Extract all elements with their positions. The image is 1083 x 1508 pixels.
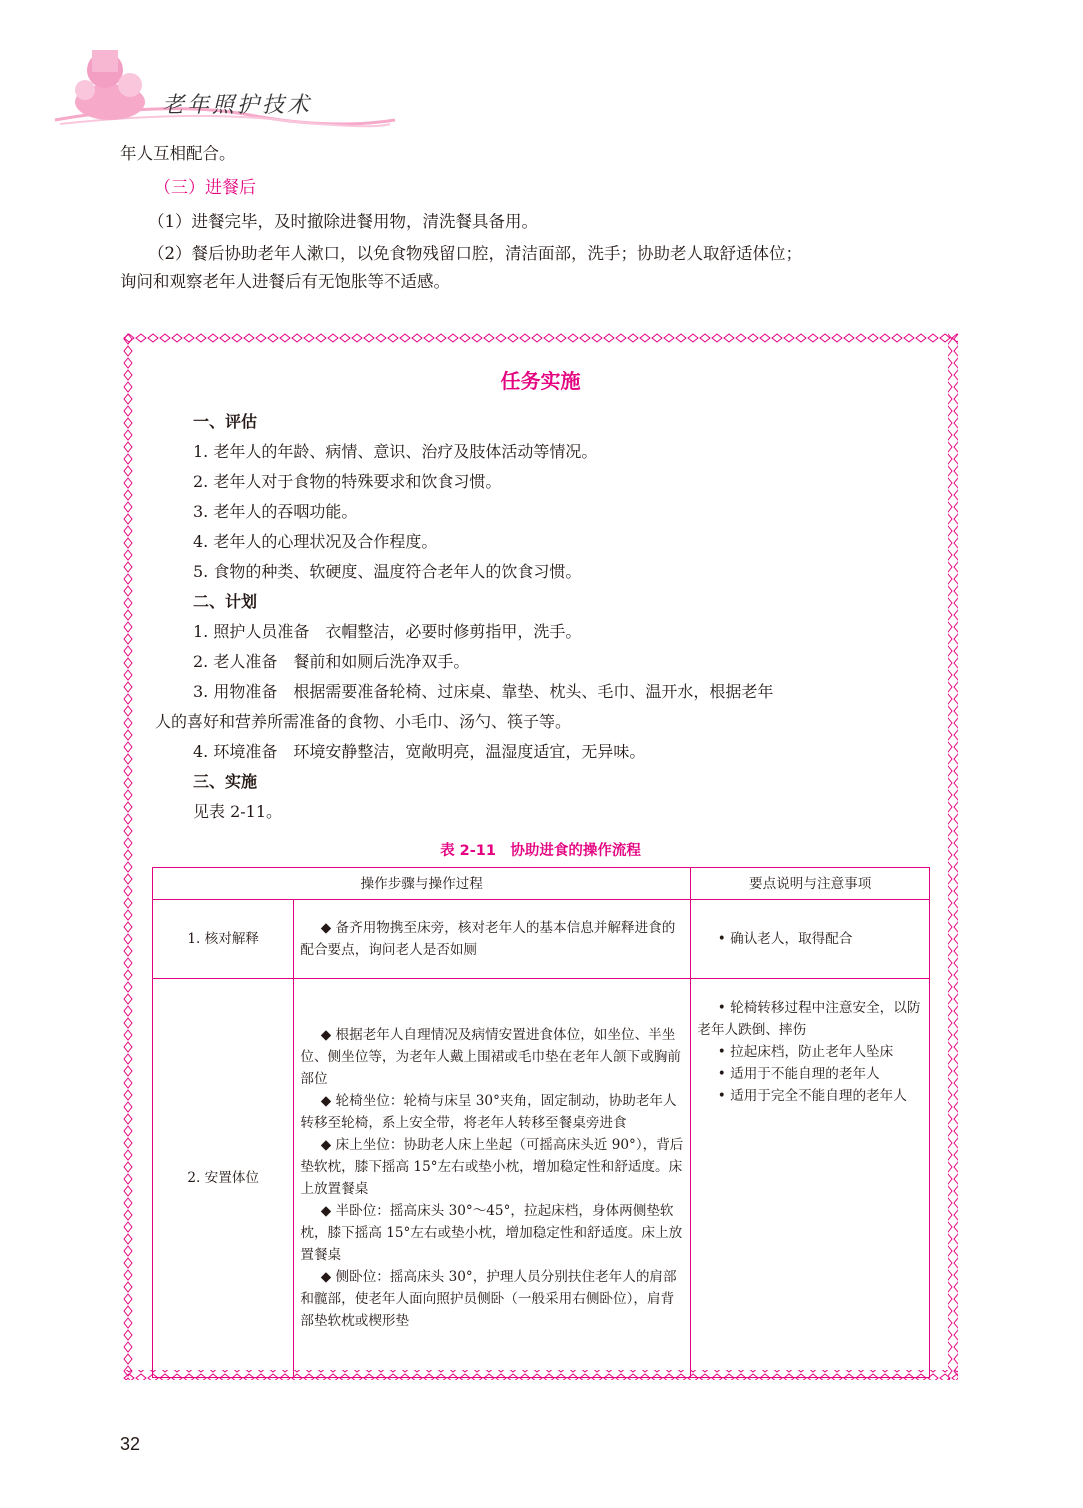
page-header (50, 40, 410, 130)
step-cell: 2. 安置体位 (153, 979, 294, 1378)
plan-line: 4. 环境准备 环境安静整洁，宽敞明亮，温湿度适宜，无异味。 (193, 742, 646, 761)
plan-line: 3. 用物准备 根据需要准备轮椅、过床桌、靠垫、枕头、毛巾、温开水，根据老年 (193, 682, 774, 701)
process-cell (294, 979, 691, 1378)
table-row (153, 900, 930, 979)
item-2-line-1: （2）餐后协助老年人漱口，以免食物残留口腔，清洁面部，洗手；协助老人取舒适体位； (148, 244, 802, 263)
procedure-table (152, 867, 930, 1378)
header-title: 老年照护技术 (162, 93, 313, 118)
assessment-line: 5. 食物的种类、软硬度、温度符合老年人的饮食习惯。 (193, 562, 582, 581)
notes-cell (691, 979, 930, 1378)
assessment-line: 1. 老年人的年龄、病情、意识、治疗及肢体活动等情况。 (193, 442, 598, 461)
continued-line: 年人互相配合。 (120, 144, 236, 163)
step-cell: 1. 核对解释 (153, 900, 294, 979)
assessment-line: 2. 老年人对于食物的特殊要求和饮食习惯。 (193, 472, 502, 491)
note-text: • 拉起床档，防止老年人坠床 (717, 1044, 894, 1060)
table-header: 要点说明与注意事项 (691, 868, 930, 900)
process-text: ◆ 轮椅坐位：轮椅与床呈 30°夹角，固定制动，协助老年人转移至轮椅，系上安全带，将老年人转移至餐桌旁进食 (300, 1093, 677, 1131)
table-caption: 表 2-11 协助进食的操作流程 (440, 843, 641, 859)
process-text: ◆ 根据老年人自理情况及病情安置进食体位，如坐位、半坐位、侧坐位等，为老年人戴上围裙或毛巾垫在老年人颌下或胸前部位 (300, 1027, 681, 1087)
note-text: • 适用于不能自理的老年人 (717, 1066, 880, 1082)
process-text: ◆ 侧卧位：摇高床头 30°，护理人员分别扶住老年人的肩部和髋部，使老年人面向照护员侧卧（一般采用右侧卧位），肩背部垫软枕或楔形垫 (300, 1269, 677, 1329)
process-text: ◆ 备齐用物携至床旁，核对老年人的基本信息并解释进食的配合要点，询问老人是否如厕 (300, 920, 676, 958)
assessment-line: 4. 老年人的心理状况及合作程度。 (193, 532, 438, 551)
note-text: • 确认老人，取得配合 (717, 931, 853, 947)
page-number: 32 (120, 1434, 141, 1454)
process-text: ◆ 床上坐位：协助老人床上坐起（可摇高床头近 90°），背后垫软枕，膝下摇高 15°左右或垫小枕，增加稳定性和舒适度。床上放置餐桌 (300, 1137, 684, 1197)
heading-plan: 二、计划 (193, 592, 258, 611)
note-text: • 适用于完全不能自理的老年人 (717, 1088, 907, 1104)
task-title: 任务实施 (500, 369, 581, 393)
implement-line: 见表 2-11。 (193, 802, 283, 821)
item-1: （1）进餐完毕，及时撤除进餐用物，清洗餐具备用。 (148, 212, 538, 231)
table-row (153, 979, 930, 1378)
note-text: • 轮椅转移过程中注意安全，以防老年人跌倒、摔伤 (697, 1000, 921, 1038)
plan-line: 1. 照护人员准备 衣帽整洁，必要时修剪指甲，洗手。 (193, 622, 582, 641)
notes-cell (691, 900, 930, 979)
process-cell (294, 900, 691, 979)
item-2-line-2: 询问和观察老年人进餐后有无饱胀等不适感。 (120, 272, 450, 291)
plan-line: 2. 老人准备 餐前和如厕后洗净双手。 (193, 652, 470, 671)
section-heading: （三）进餐后 (154, 178, 256, 198)
task-box (123, 333, 958, 1380)
plan-line: 人的喜好和营养所需准备的食物、小毛巾、汤勺、筷子等。 (155, 712, 572, 731)
heading-assessment: 一、评估 (193, 412, 258, 431)
heading-implement: 三、实施 (193, 772, 258, 791)
process-text: ◆ 半卧位：摇高床头 30°～45°，拉起床档，身体两侧垫软枕，膝下摇高 15°左右或垫小枕，增加稳定性和舒适度。床上放置餐桌 (300, 1203, 683, 1263)
assessment-line: 3. 老年人的吞咽功能。 (193, 502, 358, 521)
table-header: 操作步骤与操作过程 (153, 868, 691, 900)
